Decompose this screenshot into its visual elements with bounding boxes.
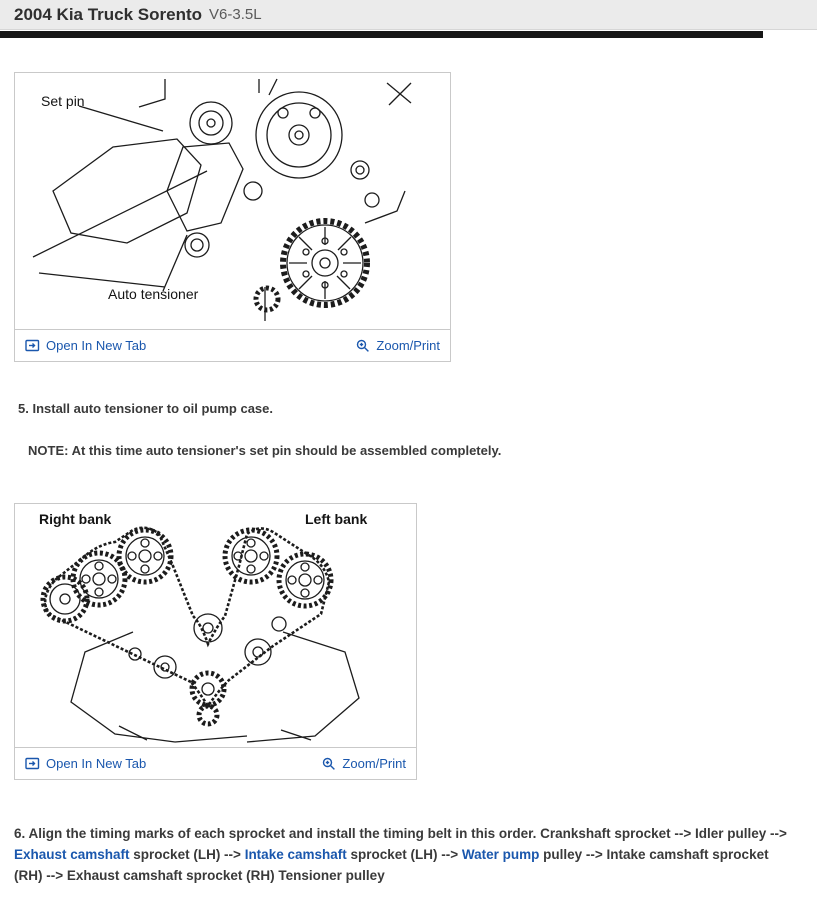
diagram-card-auto-tensioner <box>14 72 451 362</box>
left-bank-label: Left bank <box>305 511 368 527</box>
zoom-print-label: Zoom/Print <box>376 338 440 353</box>
exhaust-camshaft-link[interactable]: Exhaust camshaft <box>14 847 130 862</box>
right-bank-label: Right bank <box>39 511 112 527</box>
step-6-text <box>14 823 792 886</box>
bracket-bolts <box>185 161 379 257</box>
diagram-callouts <box>39 511 367 527</box>
card-footer <box>15 329 450 361</box>
engine-outline <box>33 79 411 321</box>
zoom-print-label: Zoom/Print <box>342 756 406 771</box>
lb-intake-cam-sprocket <box>225 530 277 582</box>
tensioner-pulley <box>190 102 232 144</box>
step-6-seg4: pulley --> Intake camshaft sprocket (RH) --> Exhaust camshaft sprocket (RH) Tensioner pulley <box>14 847 769 883</box>
diagram-callouts <box>41 93 199 302</box>
rb-exhaust-cam-sprocket <box>73 553 125 605</box>
camshaft-pulley <box>256 92 342 178</box>
page-header <box>0 0 817 30</box>
open-in-new-tab-label: Open In New Tab <box>46 338 147 353</box>
step-6-seg3: sprocket (LH) --> <box>346 847 462 862</box>
tensioner-pulley <box>245 639 271 665</box>
open-in-new-tab-label: Open In New Tab <box>46 756 147 771</box>
water-pump-link[interactable]: Water pump <box>461 847 540 862</box>
open-in-new-tab-icon <box>25 339 40 352</box>
step-6-seg2: sprocket (LH) --> <box>129 847 245 862</box>
open-in-new-tab-icon <box>25 757 40 770</box>
step-5-text: 5. Install auto tensioner to oil pump case. <box>18 401 273 416</box>
timing-belt-diagram <box>15 504 416 746</box>
divider-bar <box>0 31 763 38</box>
step-6-seg1: 6. Align the timing marks of each sprocket and install the timing belt in this order. Crankshaft sprocket --> Idler pulley --> <box>14 826 787 841</box>
lb-exhaust-cam-sprocket <box>279 554 331 606</box>
set-pin-label: Set pin <box>41 93 85 109</box>
zoom-icon <box>322 757 336 771</box>
small-idler-gear <box>256 288 278 310</box>
vehicle-title: 2004 Kia Truck Sorento <box>14 4 203 24</box>
auto-tensioner-label: Auto tensioner <box>108 286 199 302</box>
crankshaft-gear <box>283 221 367 305</box>
card-footer <box>15 747 416 779</box>
zoom-icon <box>356 339 370 353</box>
open-in-new-tab-link[interactable] <box>25 338 146 353</box>
open-in-new-tab-link[interactable] <box>25 756 146 771</box>
crankshaft-sprocket <box>192 673 224 724</box>
zoom-print-link[interactable] <box>356 338 440 353</box>
diagram-card-timing-belt <box>14 503 417 780</box>
engine-subtitle: V6-3.5L <box>209 6 262 23</box>
timing-belt <box>45 528 329 706</box>
note-text: NOTE: At this time auto tensioner's set pin should be assembled completely. <box>28 443 502 458</box>
zoom-print-link[interactable] <box>322 756 406 771</box>
intake-camshaft-link[interactable]: Intake camshaft <box>244 847 347 862</box>
auto-tensioner-diagram <box>15 73 450 328</box>
